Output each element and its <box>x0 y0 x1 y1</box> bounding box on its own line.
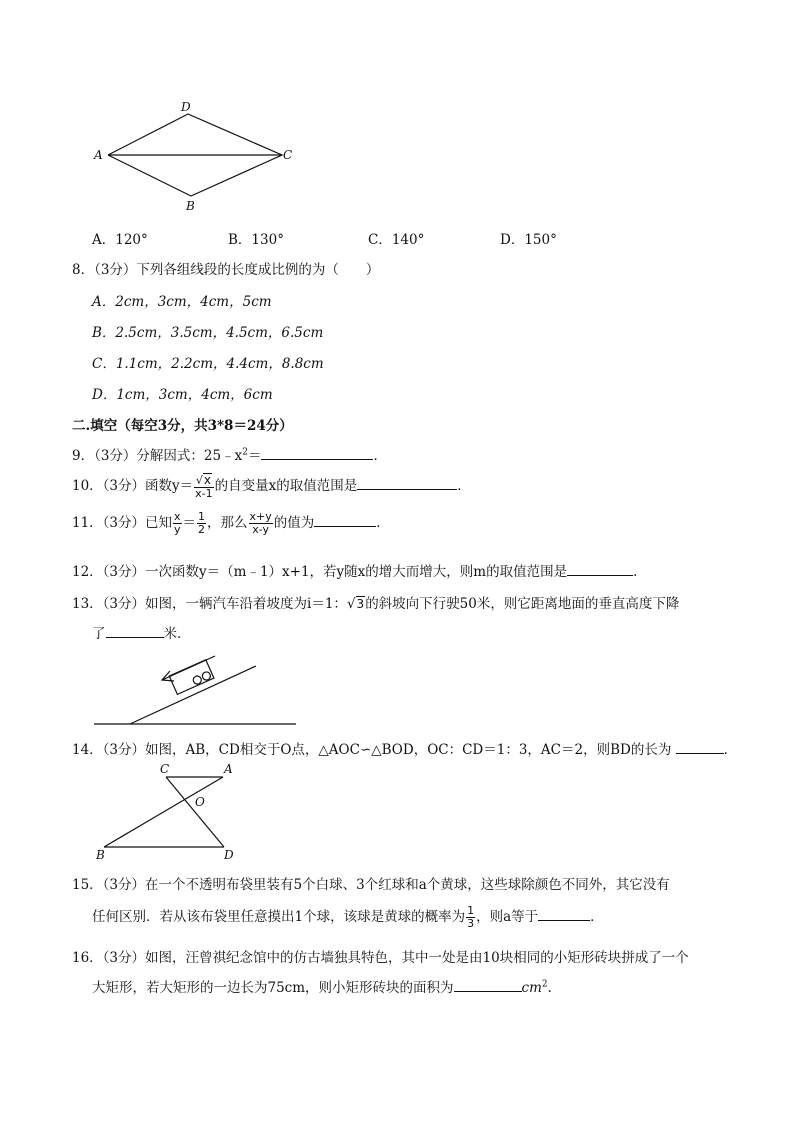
segment-cd <box>166 777 224 847</box>
q11-mid: ，那么 <box>207 515 248 531</box>
q12 <box>72 560 647 580</box>
label-c: C <box>283 148 293 162</box>
slope-car-figure <box>90 650 305 730</box>
q11 <box>72 511 390 536</box>
label-d: D <box>181 100 191 114</box>
q10-pre: 10．（3分）函数y＝ <box>72 478 194 494</box>
q11-f1-den: y <box>174 523 181 536</box>
q12-text: 12．（3分）一次函数y＝（m﹣1）x+1，若y随x的增大而增大，则m的取值范围是 <box>72 564 568 580</box>
q15-frac-den: 3 <box>467 917 475 930</box>
q13-line-1: 13．（3分）如图，一辆汽车沿着坡度为i＝1：√3的斜坡向下行驶50米，则它距离地面的垂直高度下降 <box>72 596 680 612</box>
q9-text: 9．（3分）分解因式：25﹣x <box>72 448 243 464</box>
q9-eq: ＝ <box>247 448 262 464</box>
q12-end: ． <box>633 564 647 580</box>
q10-numerator: √x <box>194 473 213 488</box>
q15-line-1: 15．（3分）在一个不透明布袋里装有5个白球、3个红球和a个黄球，这些球除颜色不同外，其它没有 <box>72 877 670 893</box>
q15-line2-post: ，则a等于 <box>476 909 539 925</box>
q7-option-c[interactable]: C．140° <box>368 232 425 248</box>
q7-option-b[interactable]: B．130° <box>228 232 284 248</box>
car-icon <box>169 660 214 695</box>
q11-f1-num: x <box>174 510 181 523</box>
q13-post: 的斜坡向下行驶50米，则它距离地面的垂直高度下降 <box>365 596 680 612</box>
q13-line-2 <box>92 622 191 642</box>
q13-answer-blank[interactable] <box>106 623 164 638</box>
q13-pre: 13．（3分）如图，一辆汽车沿着坡度为i＝1： <box>72 596 347 612</box>
label-o: O <box>195 795 205 809</box>
car-body <box>169 660 214 695</box>
slope-line <box>130 666 256 724</box>
q13-sqrt: 3 <box>356 597 365 611</box>
q7-options <box>92 228 612 246</box>
q9-answer-blank[interactable] <box>261 445 373 460</box>
q11-fraction-2 <box>197 511 206 536</box>
q11-fraction-3 <box>249 511 273 536</box>
label-b: B <box>186 199 195 213</box>
q10-post: 的自变量x的取值范围是 <box>214 478 358 494</box>
q15-fraction <box>466 905 475 930</box>
q8-stem: 8．（3分）下列各组线段的长度成比例的为（ ） <box>72 262 380 278</box>
q11-eq: ＝ <box>182 515 197 531</box>
q9 <box>72 444 387 464</box>
rhombus-figure <box>90 98 305 216</box>
q14-text: 14．（3分）如图，AB，CD相交于O点，△AOC∽△BOD，OC：CD＝1：3，AC＝2，则BD的长为 <box>72 742 672 758</box>
q16-line2-pre: 大矩形，若大矩形的一边长为75cm，则小矩形砖块的面积为 <box>92 980 454 996</box>
q10-end: ． <box>457 478 471 494</box>
q13-end: 米． <box>163 626 191 642</box>
q11-f3-den: x-y <box>252 523 270 536</box>
q15-line-2 <box>92 905 604 930</box>
q15-line2-pre: 任何区别．若从该布袋里任意摸出1个球，该球是黄球的概率为 <box>92 909 466 925</box>
q11-post: 的值为 <box>273 515 315 531</box>
q10 <box>72 473 471 500</box>
q11-f3-num: x+y <box>249 510 272 523</box>
q8-option-c[interactable]: C．1.1cm，2.2cm，4.4cm，8.8cm <box>92 356 324 372</box>
label-c: C <box>160 762 170 776</box>
q9-exponent: 2 <box>242 447 248 458</box>
label-b: B <box>96 848 105 862</box>
q16-answer-blank[interactable] <box>454 977 522 992</box>
label-d: D <box>224 848 234 862</box>
q16-unit-exponent: 2 <box>541 979 548 990</box>
q16-line-1: 16．（3分）如图，汪曾祺纪念馆中的仿古墙独具特色，其中一处是由10块相同的小矩形砖块拼成了一个 <box>72 950 689 966</box>
q10-answer-blank[interactable] <box>357 475 457 490</box>
q16-end: ． <box>547 980 562 996</box>
q12-answer-blank[interactable] <box>567 561 633 576</box>
section-2-title: 二.填空（每空3分，共3*8＝24分） <box>72 418 293 434</box>
q8-option-a[interactable]: A．2cm，3cm，4cm，5cm <box>92 294 272 310</box>
q15-answer-blank[interactable] <box>538 906 590 921</box>
q16-line-2 <box>92 976 561 996</box>
q11-f2-num: 1 <box>198 510 206 523</box>
q10-fraction <box>194 473 213 500</box>
q11-f2-den: 2 <box>198 523 206 536</box>
q10-sqrt: x <box>203 473 211 487</box>
similar-triangles-figure <box>90 762 250 862</box>
q11-end: ． <box>376 515 390 531</box>
q8-option-b[interactable]: B．2.5cm，3.5cm，4.5cm，6.5cm <box>92 325 324 341</box>
q10-denominator: x-1 <box>195 487 213 500</box>
q11-pre: 11．（3分）已知 <box>72 515 173 531</box>
q7-option-a[interactable]: A．120° <box>92 232 148 248</box>
q9-end: ． <box>373 448 387 464</box>
segment-ab <box>104 777 223 847</box>
q15-frac-num: 1 <box>467 904 475 917</box>
q11-answer-blank[interactable] <box>314 512 376 527</box>
label-a: A <box>224 762 233 776</box>
q14-end: ． <box>723 742 738 758</box>
q8-option-d[interactable]: D．1cm，3cm，4cm，6cm <box>92 387 273 403</box>
q11-fraction-1 <box>173 511 182 536</box>
q7-option-d[interactable]: D．150° <box>500 232 557 248</box>
q16-unit: cm <box>521 980 542 996</box>
q14 <box>72 738 737 758</box>
q13-line2-pre: 了 <box>92 626 106 642</box>
q15-end: ． <box>590 909 604 925</box>
label-a: A <box>94 148 103 162</box>
q14-answer-blank[interactable] <box>676 739 724 754</box>
